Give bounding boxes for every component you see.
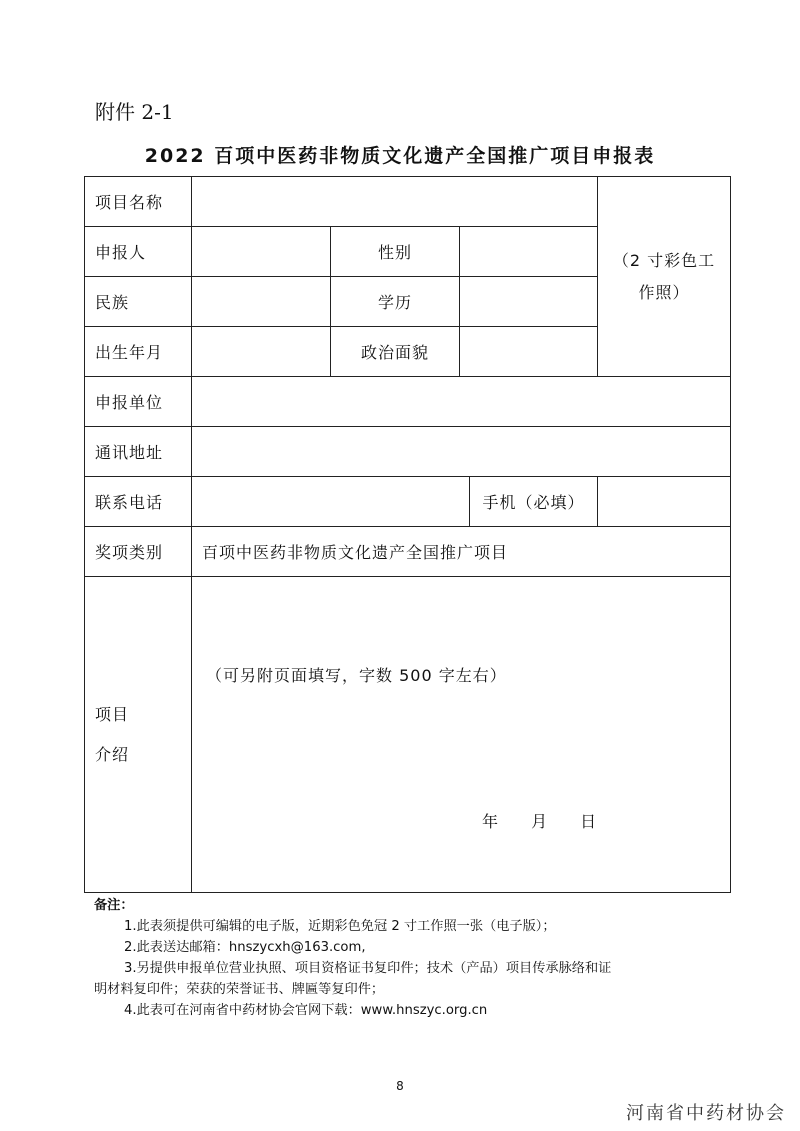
row-address <box>85 427 731 477</box>
photo-box[interactable] <box>598 177 731 377</box>
note-item-continuation: 明材料复印件；荣获的荣誉证书、牌匾等复印件； <box>94 982 385 997</box>
note-item: 4.此表可在河南省中药材协会官网下载：www.hnszyc.org.cn <box>124 1003 488 1018</box>
award-label: 奖项类别 <box>85 527 192 577</box>
application-form-table <box>84 176 731 893</box>
project-name-field[interactable] <box>192 177 598 227</box>
notes-section <box>94 895 734 1021</box>
row-unit <box>85 377 731 427</box>
form-title: 2022 百项中医药非物质文化遗产全国推广项目申报表 <box>144 145 656 167</box>
intro-field[interactable] <box>192 577 731 893</box>
unit-label: 申报单位 <box>85 377 192 427</box>
gender-label: 性别 <box>331 227 460 277</box>
intro-hint: （可另附页面填写，字数 500 字左右） <box>206 666 507 685</box>
unit-field[interactable] <box>192 377 731 427</box>
intro-label-line1: 项目 <box>95 704 130 724</box>
applicant-field[interactable] <box>192 227 331 277</box>
intro-date: 年 月 日 <box>482 812 598 831</box>
note-item: 1.此表须提供可编辑的电子版，近期彩色免冠 2 寸工作照一张（电子版）； <box>124 919 556 934</box>
political-label: 政治面貌 <box>331 327 460 377</box>
address-field[interactable] <box>192 427 731 477</box>
applicant-label: 申报人 <box>85 227 192 277</box>
intro-label-line2: 介绍 <box>95 744 130 764</box>
annex-label: 附件 2-1 <box>95 100 174 124</box>
mobile-label: 手机（必填） <box>470 477 598 527</box>
phone-field[interactable] <box>192 477 470 527</box>
row-intro <box>85 577 731 893</box>
intro-label <box>85 577 192 893</box>
ethnicity-field[interactable] <box>192 277 331 327</box>
note-item: 2.此表送达邮箱：hnszycxh@163.com, <box>124 940 366 955</box>
footer-organization: 河南省中药材协会 <box>626 1103 786 1124</box>
photo-note-line1: （2 寸彩色工 <box>612 250 716 270</box>
address-label: 通讯地址 <box>85 427 192 477</box>
project-name-label: 项目名称 <box>85 177 192 227</box>
education-field[interactable] <box>460 277 598 327</box>
gender-field[interactable] <box>460 227 598 277</box>
note-item: 3.另提供申报单位营业执照、项目资格证书复印件；技术（产品）项目传承脉络和证 <box>124 961 612 976</box>
photo-note-line2: 作照） <box>638 282 690 302</box>
notes-heading: 备注： <box>94 898 134 913</box>
education-label: 学历 <box>331 277 460 327</box>
row-award <box>85 527 731 577</box>
birth-label: 出生年月 <box>85 327 192 377</box>
row-project-name <box>85 177 731 227</box>
award-value: 百项中医药非物质文化遗产全国推广项目 <box>192 527 731 577</box>
mobile-field[interactable] <box>598 477 731 527</box>
ethnicity-label: 民族 <box>85 277 192 327</box>
political-field[interactable] <box>460 327 598 377</box>
page-number: 8 <box>396 1079 404 1093</box>
phone-label: 联系电话 <box>85 477 192 527</box>
row-phone <box>85 477 731 527</box>
birth-field[interactable] <box>192 327 331 377</box>
